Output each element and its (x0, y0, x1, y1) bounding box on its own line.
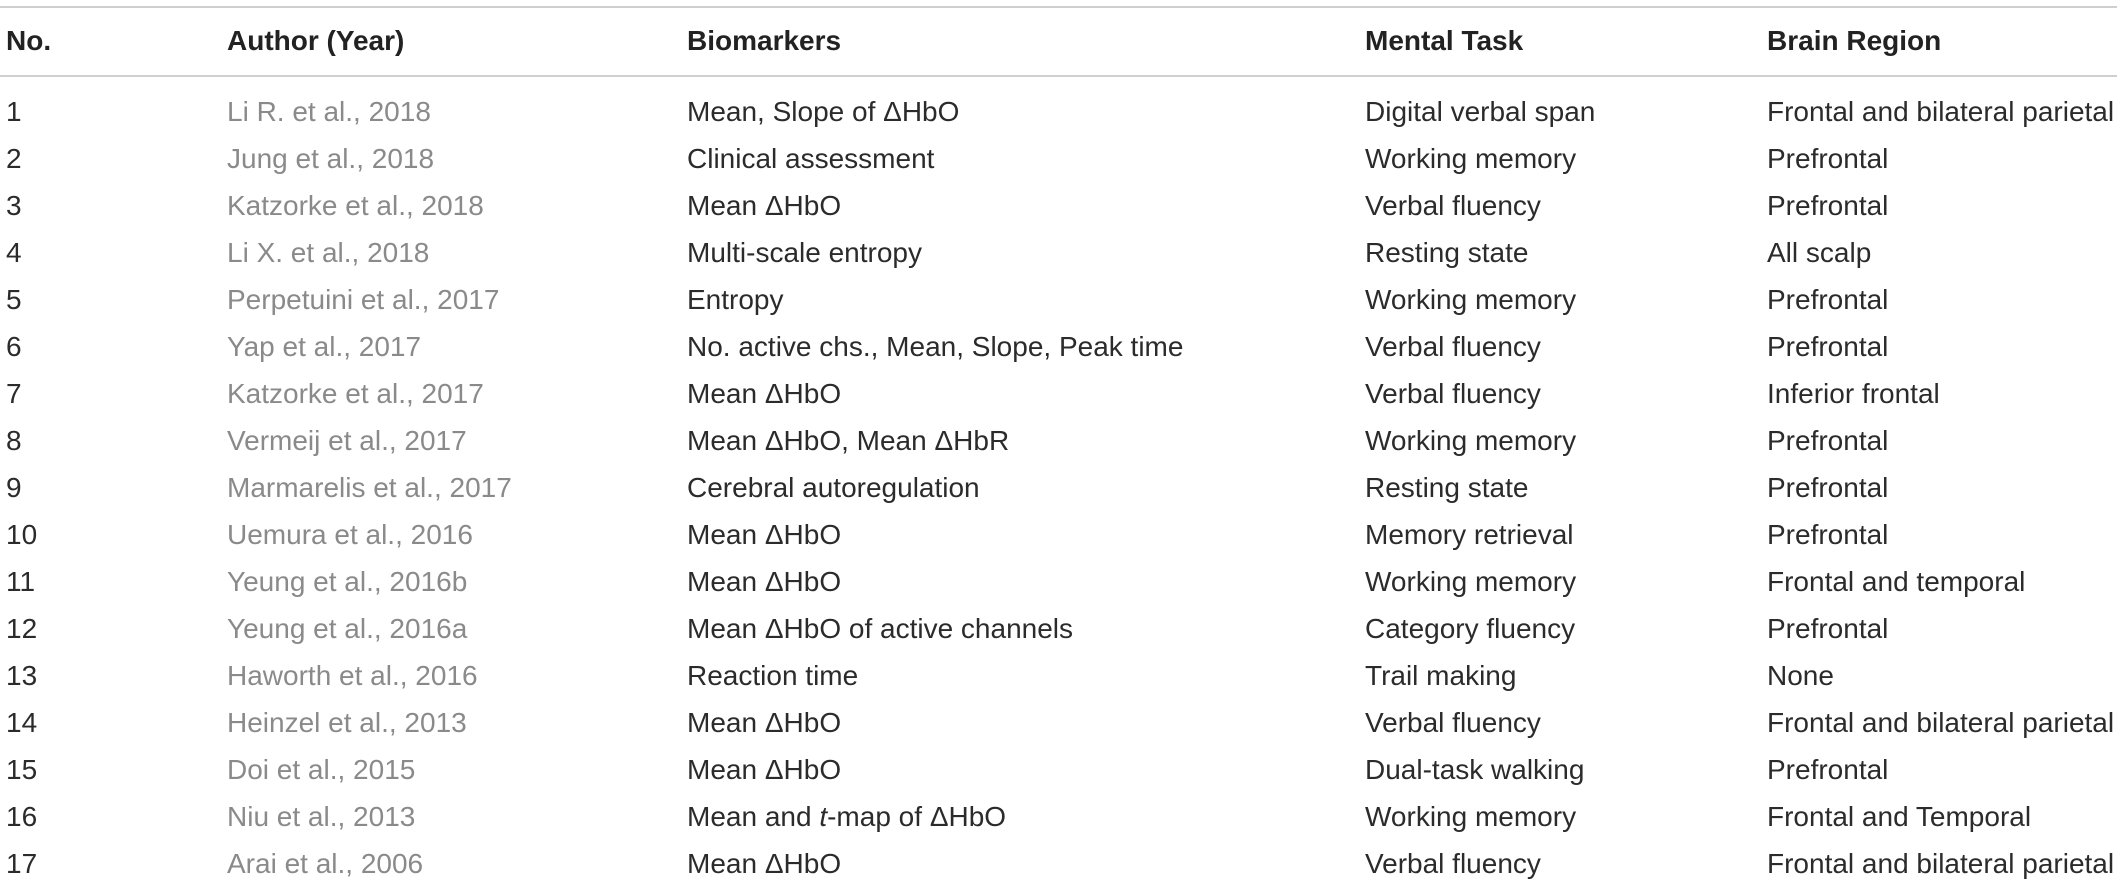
cell-biomarkers: Mean ΔHbO (687, 754, 842, 785)
cell-author: Heinzel et al., 2013 (227, 707, 467, 738)
cell-task: Verbal fluency (1365, 848, 1541, 879)
cell-task: Working memory (1365, 801, 1577, 832)
cell-task: Resting state (1365, 237, 1529, 268)
cell-biomarkers: Mean, Slope of ΔHbO (687, 96, 960, 127)
biomarkers-suffix: -map of ΔHbO (827, 801, 1007, 832)
cell-no: 17 (6, 848, 38, 879)
cell-task: Verbal fluency (1365, 190, 1541, 221)
cell-no: 16 (6, 801, 38, 832)
header-no: No. (6, 25, 52, 56)
cell-no: 10 (6, 519, 38, 550)
cell-region: Prefrontal (1767, 613, 1889, 644)
cell-author: Haworth et al., 2016 (227, 660, 478, 691)
cell-no: 13 (6, 660, 38, 691)
cell-region: Frontal and temporal (1767, 566, 2026, 597)
cell-no: 6 (6, 331, 22, 362)
cell-task: Verbal fluency (1365, 707, 1541, 738)
cell-author: Perpetuini et al., 2017 (227, 284, 500, 315)
cell-region: Prefrontal (1767, 754, 1889, 785)
cell-biomarkers: Entropy (687, 284, 784, 315)
cell-biomarkers: Mean ΔHbO (687, 519, 842, 550)
cell-biomarkers: Mean ΔHbO (687, 190, 842, 221)
cell-biomarkers: Mean ΔHbO (687, 848, 842, 879)
cell-task: Resting state (1365, 472, 1529, 503)
cell-task: Memory retrieval (1365, 519, 1574, 550)
table-row (0, 229, 2117, 276)
cell-no: 11 (6, 566, 36, 597)
cell-biomarkers: Mean ΔHbO (687, 378, 842, 409)
table-row (0, 840, 2117, 887)
table-row (0, 323, 2117, 370)
table-row (0, 276, 2117, 323)
cell-region: Prefrontal (1767, 519, 1889, 550)
cell-no: 1 (6, 96, 22, 127)
cell-author: Li R. et al., 2018 (227, 96, 431, 127)
cell-author: Uemura et al., 2016 (227, 519, 473, 550)
cell-task: Trail making (1365, 660, 1517, 691)
cell-region: None (1767, 660, 1834, 691)
header-biomarkers: Biomarkers (687, 25, 842, 56)
biomarkers-prefix: Mean and (687, 801, 820, 832)
cell-biomarkers: Mean ΔHbO (687, 707, 842, 738)
cell-biomarkers: Reaction time (687, 660, 859, 691)
biomarkers-italic-t: t (819, 801, 828, 832)
cell-biomarkers: Multi-scale entropy (687, 237, 922, 268)
cell-region: Prefrontal (1767, 143, 1889, 174)
header-task: Mental Task (1365, 25, 1524, 56)
cell-biomarkers: No. active chs., Mean, Slope, Peak time (687, 331, 1184, 362)
cell-no: 4 (6, 237, 22, 268)
cell-region: Inferior frontal (1767, 378, 1940, 409)
cell-author: Yeung et al., 2016b (227, 566, 468, 597)
table-row (0, 88, 2117, 135)
cell-author: Jung et al., 2018 (227, 143, 435, 174)
cell-region: Prefrontal (1767, 425, 1889, 456)
cell-author: Doi et al., 2015 (227, 754, 416, 785)
table-row (0, 417, 2117, 464)
cell-region: Frontal and Temporal (1767, 801, 2032, 832)
cell-region: Prefrontal (1767, 331, 1889, 362)
cell-no: 3 (6, 190, 22, 221)
cell-author: Katzorke et al., 2018 (227, 190, 484, 221)
cell-region: Prefrontal (1767, 284, 1889, 315)
cell-author: Marmarelis et al., 2017 (227, 472, 512, 503)
cell-region: Frontal and bilateral parietal (1767, 848, 2115, 879)
cell-task: Working memory (1365, 566, 1577, 597)
cell-task: Dual-task walking (1365, 754, 1585, 785)
cell-region: All scalp (1767, 237, 1872, 268)
cell-task: Digital verbal span (1365, 96, 1596, 127)
cell-author: Yap et al., 2017 (227, 331, 422, 362)
cell-task: Working memory (1365, 284, 1577, 315)
cell-author: Li X. et al., 2018 (227, 237, 430, 268)
cell-region: Prefrontal (1767, 472, 1889, 503)
table-header-row (0, 17, 2117, 64)
cell-task: Working memory (1365, 143, 1577, 174)
cell-biomarkers: Cerebral autoregulation (687, 472, 980, 503)
cell-region: Frontal and bilateral parietal (1767, 96, 2115, 127)
table-row (0, 464, 2117, 511)
table-row (0, 135, 2117, 182)
table-row (0, 558, 2117, 605)
cell-no: 14 (6, 707, 38, 738)
cell-author: Vermeij et al., 2017 (227, 425, 467, 456)
cell-no: 15 (6, 754, 38, 785)
header-author: Author (Year) (227, 25, 405, 56)
table-row (0, 370, 2117, 417)
cell-no: 9 (6, 472, 22, 503)
table-row (0, 793, 2117, 840)
table-top-rule (0, 6, 2117, 8)
cell-task: Working memory (1365, 425, 1577, 456)
table-row (0, 182, 2117, 229)
cell-task: Verbal fluency (1365, 378, 1541, 409)
cell-no: 7 (6, 378, 22, 409)
cell-biomarkers: Mean ΔHbO (687, 566, 842, 597)
cell-biomarkers: Mean ΔHbO of active channels (687, 613, 1074, 644)
cell-task: Category fluency (1365, 613, 1576, 644)
cell-task: Verbal fluency (1365, 331, 1541, 362)
cell-author: Katzorke et al., 2017 (227, 378, 484, 409)
cell-region: Frontal and bilateral parietal (1767, 707, 2115, 738)
table-row (0, 652, 2117, 699)
cell-no: 12 (6, 613, 38, 644)
table-row (0, 746, 2117, 793)
cell-author: Niu et al., 2013 (227, 801, 416, 832)
header-region: Brain Region (1767, 25, 1942, 56)
cell-author: Arai et al., 2006 (227, 848, 424, 879)
cell-biomarkers: Clinical assessment (687, 143, 935, 174)
table-row (0, 699, 2117, 746)
cell-no: 2 (6, 143, 22, 174)
cell-biomarkers: Mean ΔHbO, Mean ΔHbR (687, 425, 1010, 456)
cell-region: Prefrontal (1767, 190, 1889, 221)
table-row (0, 511, 2117, 558)
table-header-rule (0, 75, 2117, 77)
cell-no: 5 (6, 284, 22, 315)
cell-biomarkers (687, 793, 1006, 840)
table-row (0, 605, 2117, 652)
cell-no: 8 (6, 425, 22, 456)
cell-author: Yeung et al., 2016a (227, 613, 468, 644)
